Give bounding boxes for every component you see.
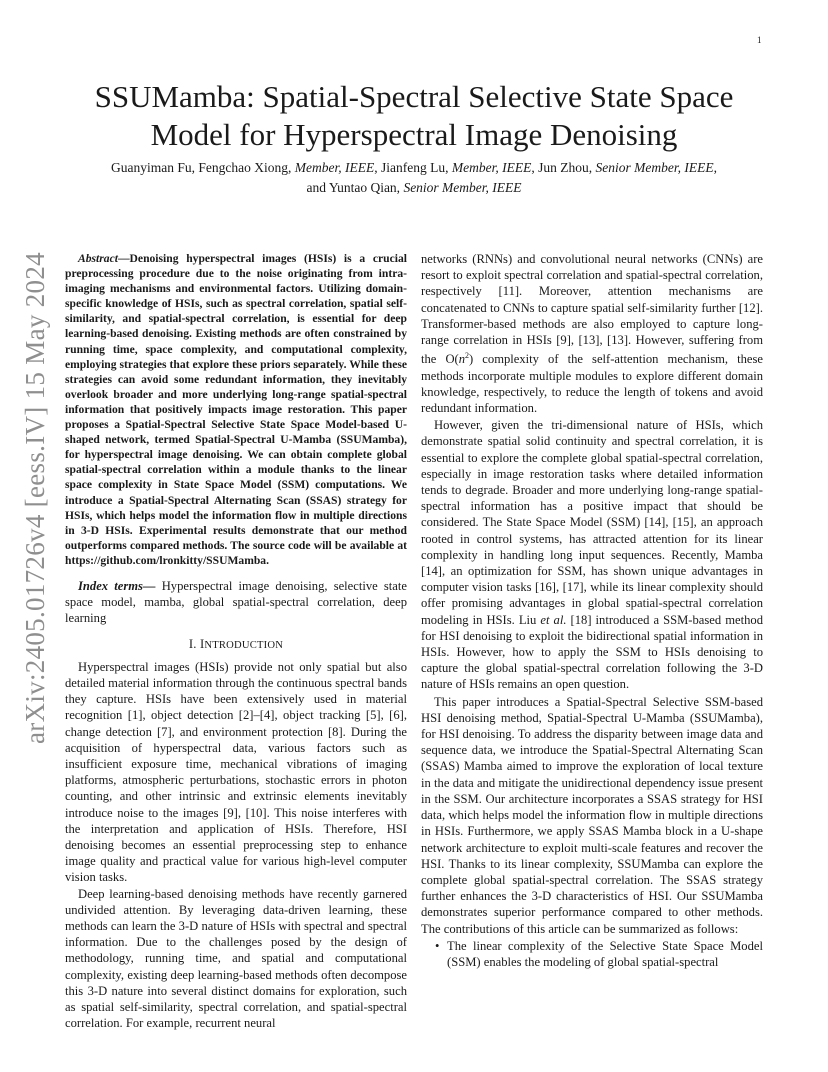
contribution-bullet-1	[421, 938, 763, 970]
page-number: 1	[757, 35, 762, 45]
arxiv-identifier-stamp: arXiv:2405.01726v4 [eess.IV] 15 May 2024	[20, 252, 50, 744]
author-names-1: Guanyiman Fu, Fengchao Xiong,	[111, 160, 295, 175]
author-role-1: Member, IEEE	[294, 160, 375, 175]
right-column	[421, 251, 763, 970]
author-role-2: Member, IEEE	[451, 160, 532, 175]
section-title-initial: I	[199, 636, 205, 651]
abstract-text: —Denoising hyperspectral images (HSIs) is a crucial preprocessing procedure due to the noise originating from intra-imaging mechanisms and environmental factors. Utilizing domain-specific knowledge of HSIs, such as spectral correlation, spatial self-similarity, and spatial-spectral correlation, is essential for deep learning-based denoising. Existing methods are often constrained by running time, space complexity, and computational complexity, employing strategies that explore these priors separately. While these strategies can avoid some redundant information, they inevitably overlook broader and more underlying long-range spatial-spectral information that positively impacts image restoration. This paper proposes a Spatial-Spectral Selective State Space Model-based U-shaped network, termed Spatial-Spectral U-Mamba (SSUMamba), for hyperspectral image denoising. We can obtain complete global spatial-spectral correlation within a module thanks to the linear space complexity in State Space Model (SSM) computations. We introduce a Spatial-Spectral Alternating Scan (SSAS) strategy for HSIs, which helps model the information flow in multiple directions in 3-D HSIs. Experimental results demonstrate that our method outperforms compared methods. The source code will be available at https://github.com/lronkitty/SSUMamba.	[65, 252, 407, 567]
math-superscript: 2	[465, 351, 470, 361]
author-role-4: Senior Member, IEEE	[403, 180, 522, 195]
abstract	[65, 251, 407, 568]
author-role-3: Senior Member, IEEE	[595, 160, 714, 175]
author-names-3: , Jun Zhou,	[531, 160, 596, 175]
author-names-2: , Jianfeng Lu,	[374, 160, 452, 175]
et-al: et al.	[540, 612, 567, 627]
math-n: n	[458, 352, 466, 367]
left-column	[65, 251, 407, 1031]
author-names-4: and Yuntao Qian,	[306, 180, 404, 195]
paper-title	[45, 78, 783, 154]
abstract-label: Abstract	[78, 252, 118, 265]
right-p2-text-b: [18] introduced a SSM-based method for HSI denoising to exploit the bidirectional spatial information in HSIs. However, how to apply the SSM to HSIs denoising to capture the global spatial-spectral correlation following the 3-D nature of HSIs remains an open question.	[421, 612, 763, 692]
index-terms	[65, 578, 407, 627]
bullet-text: The linear complexity of the Selective State Space Model (SSM) enables the modeling of global spatial-spectral	[447, 938, 763, 969]
right-paragraph-2	[421, 417, 763, 692]
right-paragraph-1	[421, 251, 763, 416]
section-numeral: I.	[188, 636, 200, 651]
section-title-smallcaps: NTRODUCTION	[204, 639, 284, 651]
right-p1-text-a: networks (RNNs) and convolutional neural networks (CNNs) are resort to exploit spectral correlation and spatial-spectral correlation, respectively [11]. Moreover, attention mechanisms are concatenated to CNNs to capture spatial self-similarity further [12]. Transformer-based methods are also employed to capture long-range correlation in HSIs [9], [13], [13]. However, suffering from the O(	[421, 252, 763, 367]
right-paragraph-3: This paper introduces a Spatial-Spectral Selective SSM-based HSI denoising method, Spatial-Spectral U-Mamba (SSUMamba), for HSI denoising. To address the disparity between image data and sequence data, we introduce the Spatial-Spectral Alternating Scan (SSAS) Mamba aimed to improve the exploration of local texture in the data and mitigate the unidirectional dependency issue present in the SSM. Our architecture incorporates a SSAS strategy for HSI data, which helps model the information flow in multiple directions in HSIs. Furthermore, we apply SSAS Mamba block in a U-shape network architecture to exploit multi-scale features and recover the HSI. Thanks to its linear complexity, SSUMamba can explore the complete global spatial-spectral correlation. The SSAS strategy further enhances the 3-D characteristics of HSI. Our SSUMamba demonstrates superior performance compared to other methods. The contributions of this article can be summarized as follows:	[421, 694, 763, 936]
index-terms-text: Hyperspectral image denoising, selective state space model, mamba, global spatial-spectral correlation, deep learning	[65, 578, 407, 626]
author-list	[40, 158, 788, 198]
author-separator: ,	[713, 160, 717, 175]
section-heading-introduction	[65, 636, 407, 654]
right-p2-text-a: However, given the tri-dimensional nature of HSIs, which demonstrate spatial solid continuity and spectral correlation, it is essential to explore the complete global spatial-spectral correlation, especially in image restoration tasks where detailed information tends to degrade. Broader and more underlying long-range spatial-spectral information has a positive impact that should be considered. The State Space Model (SSM) [14], [15], an approach rooted in control systems, has attracted attention for its linear complexity in handling long input sequences. Recently, Mamba [14], an optimization for SSM, has shown unique advantages in computer vision tasks [16], [17], while its linear complexity should offer promising advantages in global spatial-spectral correlation modeling in HSIs. Liu	[421, 418, 763, 627]
index-terms-label: Index terms—	[78, 578, 156, 593]
intro-paragraph-1: Hyperspectral images (HSIs) provide not only spatial but also detailed material information through the continuous spectral bands they capture. HSIs have been extensively used in material recognition [1], object detection [2]–[4], object tracking [5], [6], change detection [7], and environment protection [8]. During the acquisition of hyperspectral data, various factors such as insufficient exposure time, mechanical vibrations of imaging platforms, atmospheric perturbations, stochastic errors in photon counting, and other intrinsic and extrinsic elements inevitably introduce noise to the images [9], [10]. This noise interferes with the interpretation and application of HSIs. Therefore, HSI denoising becomes an essential preprocessing step to enhance image quality and practical value for various high-level computer vision tasks.	[65, 659, 407, 885]
title-line-2: Model for Hyperspectral Image Denoising	[150, 117, 678, 152]
bullet-icon: •	[435, 938, 440, 953]
intro-paragraph-2: Deep learning-based denoising methods have recently garnered undivided attention. By leveraging data-driven learning, these methods can learn the 3-D nature of HSIs with spectral and spectral information. Due to the challenges posed by the design of methodology, running time, and spatial and computational complexity, existing deep learning-based methods often decompose this 3-D nature into several distinct domains for exploration, such as spatial self-similarity, spectral correlation, and spatial-spectral correlation. For example, recurrent neural	[65, 886, 407, 1031]
right-p1-text-b: ) complexity of the self-attention mechanism, these methods incorporate multiple modules to explore different domain knowledge, respectively, to reduce the length of tokens and avoid redundant information.	[421, 352, 763, 416]
title-line-1: SSUMamba: Spatial-Spectral Selective State Space	[94, 79, 734, 114]
